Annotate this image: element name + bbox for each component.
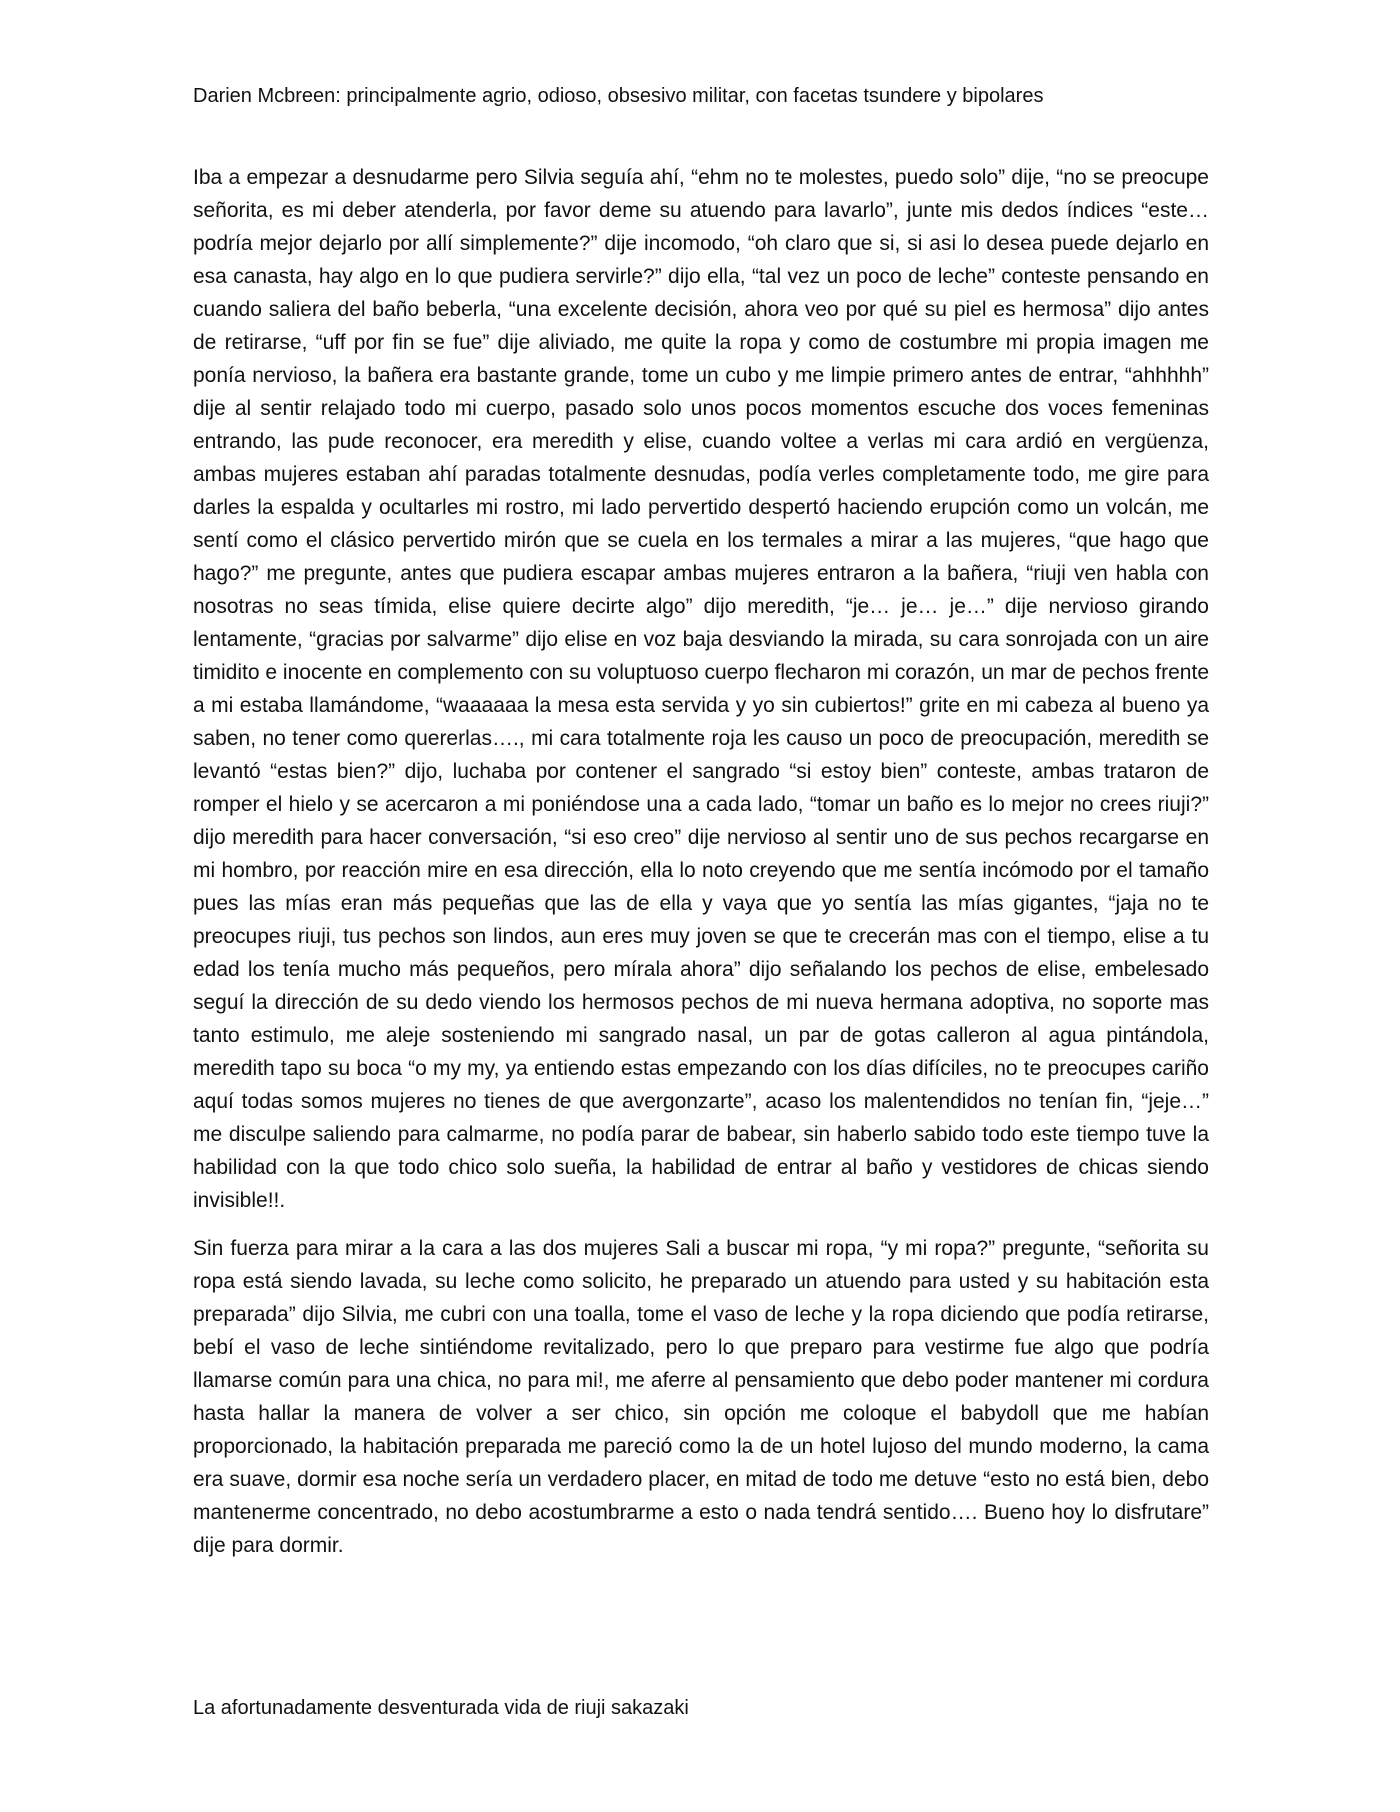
page-header: Darien Mcbreen: principalmente agrio, odioso, obsesivo militar, con facetas tsundere y bipolares bbox=[193, 85, 1044, 107]
paragraph: Sin fuerza para mirar a la cara a las dos mujeres Sali a buscar mi ropa, “y mi ropa?” pregunte, “señorita su ropa está siendo lavada, su leche como solicito, he preparado un atuendo para usted y su habitación esta preparada” dijo Silvia, me cubri con una toalla, tome el vaso de leche y la ropa diciendo que podía retirarse, bebí el vaso de leche sintiéndome revitalizado, pero lo que preparo para vestirme fue algo que podría llamarse común para una chica, no para mi!, me aferre al pensamiento que debo poder mantener mi cordura hasta hallar la manera de volver a ser chico, sin opción me coloque el babydoll que me habían proporcionado, la habitación preparada me pareció como la de un hotel lujoso del mundo moderno, la cama era suave, dormir esa noche sería un verdadero placer, en mitad de todo me detuve “esto no está bien, debo mantenerme concentrado, no debo acostumbrarme a esto o nada tendrá sentido…. Bueno hoy lo disfrutare” dije para dormir. bbox=[193, 1237, 1209, 1557]
paragraph: Iba a empezar a desnudarme pero Silvia seguía ahí, “ehm no te molestes, puedo solo” dije, “no se preocupe señorita, es mi deber atenderla, por favor deme su atuendo para lavarlo”, junte mis dedos índices “este… podría mejor dejarlo por allí simplemente?” dije incomodo, “oh claro que si, si asi lo desea puede dejarlo en esa canasta, hay algo en lo que pudiera servirle?” dijo ella, “tal vez un poco de leche” conteste pensando en cuando saliera del baño beberla, “una excelente decisión, ahora veo por qué su piel es hermosa” dijo antes de retirarse, “uff por fin se fue” dije aliviado, me quite la ropa y como de costumbre mi propia imagen me ponía nervioso, la bañera era bastante grande, tome un cubo y me limpie primero antes de entrar, “ahhhhh” dije al sentir relajado todo mi cuerpo, pasado solo unos pocos momentos escuche dos voces femeninas entrando, las pude reconocer, era meredith y elise, cuando voltee a verlas mi cara ardió en vergüenza, ambas mujeres estaban ahí paradas totalmente desnudas, podía verles completamente todo, me gire para darles la espalda y ocultarles mi rostro, mi lado pervertido despertó haciendo erupción como un volcán, me sentí como el clásico pervertido mirón que se cuela en los termales a mirar a las mujeres, “que hago que hago?” me pregunte, antes que pudiera escapar ambas mujeres entraron a la bañera, “riuji ven habla con nosotras no seas tímida, elise quiere decirte algo” dijo meredith, “je… je… je…” dije nervioso girando lentamente, “gracias por salvarme” dijo elise en voz baja desviando la mirada, su cara sonrojada con un aire timidito e inocente en complemento con su voluptuoso cuerpo flecharon mi corazón, un mar de pechos frente a mi estaba llamándome, “waaaaaa la mesa esta servida y yo sin cubiertos!” grite en mi cabeza al bueno ya saben, no tener como quererlas…., mi cara totalmente roja les causo un poco de preocupación, meredith se levantó “estas bien?” dijo, luchaba por contener el sangrado “si estoy bien” conteste, ambas trataron de romper el hielo y se acercaron a mi poniéndose una a cada lado, “tomar un baño es lo mejor no crees riuji?” dijo meredith para hacer conversación, “si eso creo” dije nervioso al sentir uno de sus pechos recargarse en mi hombro, por reacción mire en esa dirección, ella lo noto creyendo que me sentía incómodo por el tamaño pues las mías eran más pequeñas que las de ella y vaya que yo sentía las mías gigantes, “jaja no te preocupes riuji, tus pechos son lindos, aun eres muy joven se que te crecerán mas con el tiempo, elise a tu edad los tenía mucho más pequeños, pero mírala ahora” dijo señalando los pechos de elise, embelesado seguí la dirección de su dedo viendo los hermosos pechos de mi nueva hermana adoptiva, no soporte mas tanto estimulo, me aleje sosteniendo mi sangrado nasal, un par de gotas calleron al agua pintándola, meredith tapo su boca “o my my, ya entiendo estas empezando con los días difíciles, no te preocupes cariño aquí todas somos mujeres no tienes de que avergonzarte”, acaso los malentendidos no tenían fin, “jeje…” me disculpe saliendo para calmarme, no podía parar de babear, sin haberlo sabido todo este tiempo tuve la habilidad con la que todo chico solo sueña, la habilidad de entrar al baño y vestidores de chicas siendo invisible!!. bbox=[193, 166, 1209, 1212]
page-footer: La afortunadamente desventurada vida de riuji sakazaki bbox=[193, 1697, 689, 1719]
body-text bbox=[193, 161, 1209, 1577]
